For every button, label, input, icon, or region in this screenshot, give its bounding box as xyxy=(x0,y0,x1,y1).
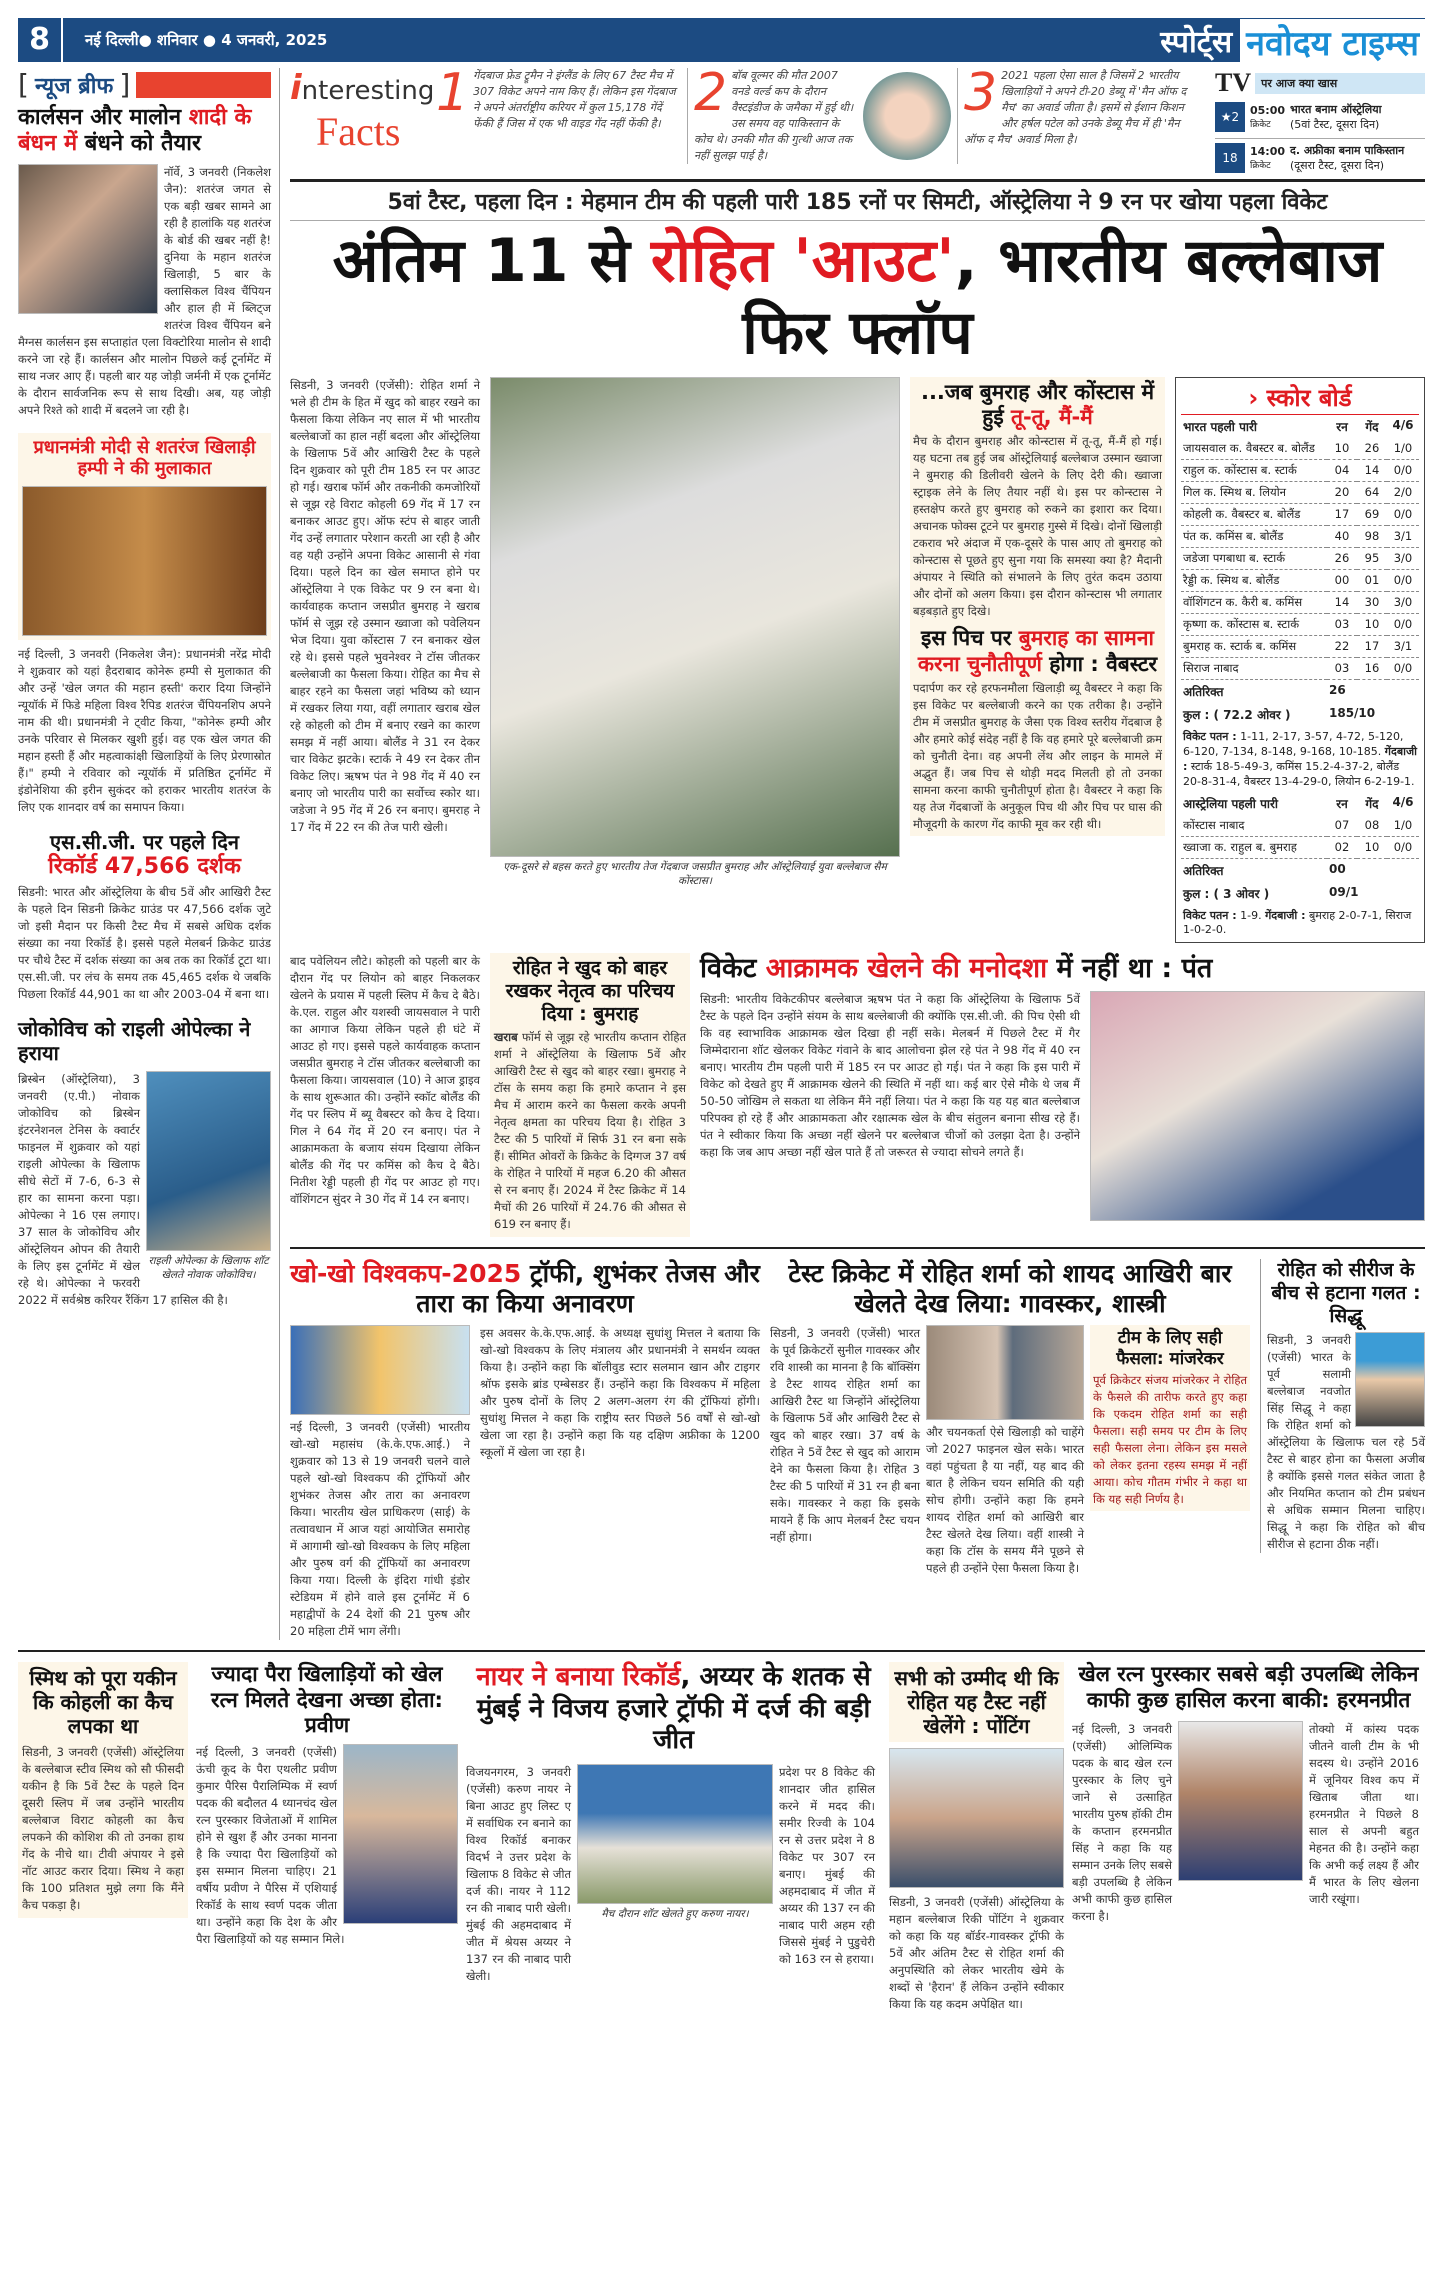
page-number: 8 xyxy=(18,18,63,62)
bumrah-konstas-article xyxy=(910,377,1165,836)
ponting-article xyxy=(889,1662,1064,2013)
smith-body: सिडनी, 3 जनवरी (एजेंसी) ऑस्ट्रेलिया के बल्लेबाज स्टीव स्मिथ को सौ फीसदी यकीन है कि 5वें टैस्ट के पहले दिन दूसरी स्लिप में जब उन्होंने भारतीय बल्लेबाज विराट कोहली का कैच लपकने की कोशिश की तो उनका हाथ गेंद के नीचे था। टीवी अंपायर ने इसे नॉट आउट करार दिया। स्मिथ ने कहा कि 100 प्रतिशत मुझे लगा कि मैंने कैच पकड़ा है। xyxy=(22,1745,184,1913)
sports18-logo-icon: 18 xyxy=(1215,143,1245,173)
lead-body: सिडनी, 3 जनवरी (एजेंसी): रोहित शर्मा ने भले ही टीम के हित में खुद को बाहर रखने का फैसला किया लेकिन नए साल में भी भारतीय बल्लेबाजों का हाल नहीं बदला और ऑस्ट्रेलिया के खिलाफ 5वें और आखिरी टैस्ट के पहले दिन शुक्रवार को पूरी टीम 185 रन पर आउट हो गई। खराब फॉर्म और तकनीकी कमजोरियों से जूझ रहे विराट कोहली 69 गेंद में 17 रन बनाकर आउट हुए। ऑफ स्टंप से बाहर जाती गेंद उन्हें लगातार परेशान करती आ रही है और वह यही उन्होंने अपना विकेट आसानी से गंवा दिया। पहले दिन का खेल समाप्त होने पर ऑस्ट्रेलिया ने एक विकेट पर 9 रन बना थे। कार्यवाहक कप्तान जसप्रीत बुमराह ने खराब फॉर्म से जूझ रहे उस्मान ख्वाजा को पवेलियन भेज दिया। युवा कोंस्टास 7 रन बनाकर खेल रहे थे। इससे पहले भुवनेश्वर ने टॉस जीतकर बल्लेबाजी का फैसला किया। रोहित का मैच से बाहर रहने का फैसला जहां भविष्य को ध्यान में रखकर लिया गया, वहीं लगातार खराब खेल रहे कोहली को टीम में बनाए रखने का कारण समझ में नहीं आया। बोलैंड ने 31 रन देकर चार विकेट झटके। स्टार्क ने 49 रन देकर तीन विकेट लिए। ऋषभ पंत ने 98 गेंद में 40 रन बनाए जो भारतीय पारी का सर्वोच्च स्कोर था। जडेजा ने 95 गेंद में 26 रन बनाए। बुमराह ने 17 गेंद में 22 रन की तेज पारी खेली। xyxy=(290,378,480,834)
facts-title: interesting Facts xyxy=(290,68,435,154)
djokovic-photo xyxy=(146,1071,271,1251)
harman-body-continued: तोक्यो में कांस्य पदक जीतने वाली टीम के भी सदस्य थे। उन्होंने 2016 में जूनियर विश्व कप में खिताब जीता था। हरमनप्रीत ने पिछले 8 साल से अपनी बहुत मेहनत की है। उन्होंने कहा कि अभी कई लक्ष्य हैं और मैं भारत के लिए खेलना जारी रखूंगा। xyxy=(1309,1721,1419,1906)
carlsen-photo xyxy=(18,164,158,314)
hampi-article xyxy=(18,433,271,640)
batsman-row: रैड्डी क. स्मिथ ब. बोलैंड 00 01 0/0 xyxy=(1181,570,1419,592)
rohit-body: खराब फॉर्म से जूझ रहे भारतीय कप्तान रोहित शर्मा ने ऑस्ट्रेलिया के खिलाफ 5वें और आखिरी टैस्ट से खुद को बाहर रखा। बुमराह ने टॉस के समय कहा कि हमारे कप्तान ने इस मैच में आराम करने का फैसला करके अपनी नेतृत्व क्षमता का परिचय दिया है। रोहित 3 टैस्ट की 5 पारियों में सिर्फ 31 रन बना सके हैं। सीमित ओवरों के क्रिकेट के दिग्गज 37 वर्ष के रोहित ने पारियों में महज 6.20 की औसत से रन बनाए हैं। 2024 में टैस्ट क्रिकेट में 14 मैचों की 26 पारियों में 24.76 की औसत से 619 रन बनाए हैं। xyxy=(494,1030,686,1232)
gavaskar-body-continued: और चयनकर्ता ऐसे खिलाड़ी को चाहेंगे जो 2027 फाइनल खेल सके। भारत वहां पहुंचता है या नहीं, यह बाद की बात है लेकिन चयन समिति की यही सोच होगी। उन्होंने कहा कि हमने शायद रोहित शर्मा को आखिरी बार टैस्ट खेलते देख लिया। वहीं शास्त्री ने कहा कि टॉस के समय मैंने पूछने से पहले ही उन्होंने ऐसा फैसला किया है। xyxy=(926,1425,1084,1576)
gavaskar-body: सिडनी, 3 जनवरी (एजेंसी) भारत के पूर्व क्रिकेटरों सुनील गावस्कर और रवि शास्त्री का मानना है कि बॉक्सिंग डे टैस्ट शायद रोहित शर्मा का आखिरी टैस्ट था जिन्होंने ऑस्ट्रेलिया के खिलाफ 5वें और आखिरी टैस्ट से खुद को बाहर रखा। 37 वर्ष के रोहित ने 5वें टैस्ट से खुद को आराम देने का फैसला किया है। रोहित 3 टैस्ट की 5 पारियों में 31 रन ही बना सके। गावस्कर ने कहा कि इसके मायने हैं कि आप मेलबर्न टैस्ट चयन नहीं होगा। xyxy=(770,1326,920,1545)
batsman-row: राहुल क. कोंस्टास ब. स्टार्क 04 14 0/0 xyxy=(1181,460,1419,482)
lead-headline: अंतिम 11 से रोहित 'आउट', भारतीय बल्लेबाज फिर फ्लॉप xyxy=(332,226,1383,368)
fall-of-wickets: विकेट पतन : 1-9. गेंदबाजी : बुमराह 2-0-7-1, सिराज 1-0-2-0. xyxy=(1183,909,1412,936)
batsman-row: जायसवाल क. वैबस्टर ब. बोलैंड 10 26 1/0 xyxy=(1181,438,1419,460)
bumrah-konstas-body: मैच के दौरान बुमराह और कोन्स्टास में तू-तू, मैं-मैं हो गई। यह घटना तब हुई जब ऑस्ट्रेलियाई बल्लेबाज उस्मान ख्वाजा ने बुमराह की डिलीवरी खेलने के लिए देरी की। ख्वाजा स्ट्राइक लेने के लिए तैयार नहीं थे। इस पर कोन्स्टास ने हस्तक्षेप करते हुए बुमराह को रुकने का इशारा कर दिया। अचानक फोक्स टूटने पर बुमराह गुस्से में दिखे। दोनों खिलाड़ी टकराव भरे अंदाज में एक-दूसरे के पास आए तो बुमराह को कोन्स्टास से पूछते हुए सुना गया कि समस्या क्या है? मैदानी अंपायर ने स्थिति को संभालने के लिए तुरंत कदम उठाया और दोनों को अलग किया। इस दौरान कोन्स्टास भी लगातार बड़बड़ाते हुए दिखे। xyxy=(913,434,1162,619)
date-line: नई दिल्ली● शनिवार ● 4 जनवरी, 2025 xyxy=(85,31,328,49)
sidhu-article xyxy=(1260,1259,1425,1552)
gavaskar-shastri-photo xyxy=(926,1325,1084,1420)
fact-3: 3 2021 पहला ऐसा साल है जिसमें 2 भारतीय खिलाड़ियों ने अपने टी-20 डेब्यू में 'मैन ऑफ द मैच' का अवार्ड जीता है। इसमें से ईशान किशन और हर्षल पटेल को उनके डेब्यू मैच में ही 'मैन ऑफ द मैच' अवार्ड मिला है। xyxy=(957,68,1193,164)
pant-headline: विकेट आक्रामक खेलने की मनोदशा में नहीं था : पंत xyxy=(700,953,1213,984)
nair-body-continued: प्रदेश पर 8 विकेट की शानदार जीत हासिल करने में मदद की। समीर रिज्वी के 104 रन से उत्तर प्रदेश ने 8 विकेट पर 307 रन बनाए। मुंबई की अहमदाबाद में जीत में अय्यर की 137 रन की नाबाद पारी अहम रही जिससे मुंबई ने पुडुचेरी को 163 रन से हराया। xyxy=(779,1764,875,1966)
smith-headline: स्मिथ को पूरा यकीन कि कोहली का कैच लपका था xyxy=(29,1666,177,1739)
rohit-article xyxy=(490,953,690,1237)
scg-body: सिडनी: भारत और ऑस्ट्रेलिया के बीच 5वें और आखिरी टैस्ट के पहले दिन सिडनी क्रिकेट ग्राउंड पर 47,566 दर्शक जुटे जो इसी मैदान पर किसी टैस्ट मैच में सबसे अधिक दर्शक संख्या का नया रिकॉर्ड है। इससे पहले मेलबर्न क्रिकेट ग्राउंड पर चौथे टैस्ट में दर्शक संख्या का अब तक का रिकॉर्ड टूटा था। एस.सी.जी. पर लंच के समय तक 45,465 दर्शक थे जबकि पिछला रिकॉर्ड 44,901 का था और 2003-04 में बना था। xyxy=(18,885,271,1002)
batsman-row: पंत क. कमिंस ब. बोलैंड 40 98 3/1 xyxy=(1181,526,1419,548)
scoreboard-table xyxy=(1181,415,1419,939)
lead-kicker: 5वां टैस्ट, पहला दिन : मेहमान टीम की पहली पारी 185 रनों पर सिमटी, ऑस्ट्रेलिया ने 9 रन पर खोया पहला विकेट xyxy=(290,182,1425,221)
lead-body-continued: बाद पवेलियन लौटे। कोहली को पहली बार के दौरान गेंद पर लियोन को बाहर निकलकर खेलने के प्रयास में पहली स्लिप में कैच दे बैठे। के.एल. राहुल और यशस्वी जायसवाल ने पारी का आगाज किया लेकिन पहले ही घंटे में आउट हो गए। इससे पहले कार्यवाहक कप्तान जसप्रीत बुमराह ने टॉस जीतकर बल्लेबाजी का फैसला किया। जायसवाल (10) ने आज ड्राइव के साथ शुरूआत की। उन्होंने स्कॉट बोलैंड की गेंद पर स्लिप में ब्यू वैबस्टर को कैच दे दिया। गिल ने 64 गेंद में 20 रन बनाए। पंत ने आक्रामकता के बजाय संयम दिखाया लेकिन बोलैंड की गेंद पर कमिंस को कैच दे बैठे। नितीश रेड्डी पहली ही गेंद पर आउट हो गए। वॉशिंगटन सुंदर ने 30 गेंद में 14 रन बनाए। xyxy=(290,954,480,1206)
hampi-headline: प्रधानमंत्री मोदी से शतरंज खिलाड़ी हम्पी ने की मुलाकात xyxy=(33,436,256,480)
batsman-row: कोंस्टास नाबाद 07 08 1/0 xyxy=(1181,815,1419,837)
gavaskar-headline: टेस्ट क्रिकेट में रोहित शर्मा को शायद आखिरी बार खेलते देख लिया: गावस्कर, शास्त्री xyxy=(788,1259,1232,1319)
pant-photo xyxy=(1090,991,1425,1221)
khokho-article xyxy=(290,1259,760,1640)
harman-body: नई दिल्ली, 3 जनवरी (एजेंसी) ओलिम्पिक पदक के बाद खेल रत्न पुरस्कार के लिए चुने जाने से उत्साहित भारतीय पुरुष हॉकी टीम के कप्तान हरमनप्रीत सिंह ने कहा कि यह सम्मान उनके लिए सबसे बड़ी उपलब्धि है लेकिन अभी काफी कुछ हासिल करना है। xyxy=(1072,1721,1172,1923)
sidhu-photo xyxy=(1355,1332,1425,1427)
ponting-headline: सभी को उम्मीद थी कि रोहित यह टैस्ट नहीं खेलेंगे : पोंटिंग xyxy=(894,1666,1059,1739)
woolmer-photo xyxy=(863,72,951,160)
total-row: कुल : ( 3 ओवर ) 09/1 xyxy=(1183,885,1359,901)
batsman-row: ख्वाजा क. राहुल ब. बुमराह 02 10 0/0 xyxy=(1181,837,1419,859)
khokho-body: नई दिल्ली, 3 जनवरी (एजेंसी) भारतीय खो-खो महासंघ (के.के.एफ.आई.) ने शुक्रवार को 13 से 19 जनवरी चलने वाले पहले खो-खो विश्वकप की ट्रॉफियों और शुभंकर तेजस और तारा का अनावरण किया। भारतीय खेल प्राधिकरण (साई) के तत्वावधान में आज यहां आयोजित समारोह में आगामी खो-खो विश्वकप के लिए महिला और पुरुष वर्ग की ट्रॉफियों का अनावरण किया गया। दिल्ली के इंदिरा गांधी इंडोर स्टेडियम में होने वाले इस टूर्नामेंट में 6 महाद्वीपों के 24 देशों की 21 पुरुष और 20 महिला टीमें भाग लेंगी। xyxy=(290,1420,470,1639)
batsman-row: कोहली क. वैबस्टर ब. बोलैंड 17 69 0/0 xyxy=(1181,504,1419,526)
harman-headline: खेल रत्न पुरस्कार सबसे बड़ी उपलब्धि लेकिन काफी कुछ हासिल करना बाकी: हरमनप्रीत xyxy=(1078,1662,1419,1712)
tv-schedule xyxy=(1215,68,1425,173)
praveen-body: नई दिल्ली, 3 जनवरी (एजेंसी) ऊंची कूद के पैरा एथलीट प्रवीण कुमार पैरिस पैरालिम्पिक में स्वर्ण पदक की बदौलत 4 ध्यानचंद खेल रत्न पुरस्कार विजेताओं में शामिल होने से खुश हैं और उनका मानना है कि ज्यादा पैरा खिलाड़ियों को इस सम्मान मिलना चाहिए। 21 वर्षीय प्रवीण ने पैरिस में एशियाई रिकॉर्ड के साथ स्वर्ण पदक जीता था। उन्होंने कहा कि देश के और पैरा खिलाड़ियों को यह सम्मान मिले। xyxy=(196,1744,345,1946)
fact-2: 2 बॉब वूल्मर की मौत 2007 वनडे वर्ल्ड कप के दौरान वैस्टइंडीज के जमैका में हुई थी। उस समय वह पाकिस्तान के कोच थे। उनकी मौत की गुत्थी आज तक नहीं सुलझ पाई है। xyxy=(687,68,857,164)
harman-article xyxy=(1072,1662,1425,1924)
manjrekar-box xyxy=(1090,1325,1250,1511)
nair-caption: मैच दौरान शॉट खेलते हुए करुण नायर। xyxy=(601,1907,749,1920)
khokho-headline: खो-खो विश्वकप-2025 ट्रॉफी, शुभंकर तेजस और तारा का किया अनावरण xyxy=(290,1259,760,1319)
scg-headline-red: रिकॉर्ड 47,566 दर्शक xyxy=(48,853,241,879)
extras-row: अतिरिक्त 26 xyxy=(1183,683,1346,699)
hampi-body: नई दिल्ली, 3 जनवरी (निकलेश जैन): प्रधानमंत्री नरेंद्र मोदी ने शुक्रवार को यहां हैदराबाद कोनेरू हम्पी से मुलाकात की और उन्हें 'खेल जगत की महान हस्ती' करार दिया जिन्होंने न्यूयॉर्क में फिडे महिला विश्व रैपिड शतरंज चैंपियनशिप अपने नाम की थी। प्रधानमंत्री ने ट्वीट किया, "कोनेरू हम्पी और उनके परिवार से मिलकर खुशी हुई। वह एक खेल जगत की महान हस्ती हैं और महत्वाकांक्षी खिलाड़ियों के लिए प्रेरणास्रोत हैं।" हम्पी ने रविवार को न्यूयॉर्क में प्रतिष्ठित टूर्नामेंट में इंडोनेशिया की इरीन सुकंदर को हराकर भारतीय शतरंज के लिए एक शानदार वर्ष का समापन किया। xyxy=(18,646,271,814)
fact-1: 1 गेंदबाज फ्रेड ट्रूमैन ने इंग्लैंड के लिए 67 टैस्ट मैच में 307 विकेट अपने नाम किए हैं। लेकिन इस गेंदबाज ने अपने अंतर्राष्ट्रीय करियर में कुल 15,178 गेंदें फेंकी हैं जिस में एक भी वाइड गेंद नहीं फेंकी है। xyxy=(436,63,676,130)
innings-header: आस्ट्रेलिया पहली पारी रन गेंद 4/6 xyxy=(1183,795,1414,811)
batsman-row: वॉशिंगटन क. कैरी ब. कमिंस 14 30 3/0 xyxy=(1181,592,1419,614)
praveen-article xyxy=(196,1662,458,1948)
bumrah-konstas-photo xyxy=(490,377,900,857)
batsman-row: गिल क. स्मिथ ब. लियोन 20 64 2/0 xyxy=(1181,482,1419,504)
manjrekar-body: पूर्व क्रिकेटर संजय मांजरेकर ने रोहित के फैसले की तारीफ करते हुए कहा कि एकदम रोहित शर्मा का सही फैसला। सही समय पर टीम के लिए सही फैसला लेना। लेकिन इस मसले को लेकर इतना रहस्य समझ में नहीं आया। कोच गौतम गंभीर ने कहा था कि यह सही निर्णय है। xyxy=(1093,1373,1247,1507)
khokho-body-continued: इस अवसर के.के.एफ.आई. के अध्यक्ष सुधांशु मित्तल ने बताया कि खो-खो विश्वकप के लिए मंत्रालय और प्रधानमंत्री ने समर्थन व्यक्त किया है। उन्होंने कहा कि बॉलीवुड स्टार सलमान खान और टाइगर श्रॉफ इसके ब्रांड एम्बेसडर हैं। उन्होंने कहा कि विश्वकप में महिला और पुरुष दोनों के लिए 2 अलग-अलग रंग की ट्रॉफियां होंगी। सुधांशु मित्तल ने कहा कि राष्ट्रीय स्तर पिछले 56 वर्षों से खो-खो खेला जा रहा है। उन्होंने कहा कि यह दक्षिण अफ्रीका के 1200 स्कूलों में खेला जा रहा है। xyxy=(480,1326,760,1460)
praveen-headline: ज्यादा पैरा खिलाड़ियों को खेल रत्न मिलते देखना अच्छा होता: प्रवीण xyxy=(211,1662,443,1737)
nair-body: विजयनगरम, 3 जनवरी (एजेंसी) करुण नायर ने बिना आउट हुए लिस्ट ए में सर्वाधिक रन बनाने का विश्व रिकॉर्ड बनाकर विदर्भ ने उत्तर प्रदेश के खिलाफ 8 विकेट से जीत दर्ज की। नायर ने 112 रन की नाबाद पारी खेली। मुंबई की अहमदाबाद में जीत में श्रेयस अय्यर ने 137 रन की नाबाद पारी खेली। xyxy=(466,1764,571,1983)
praveen-photo xyxy=(343,1744,458,1924)
tv-item: ★2 05:00 क्रिकेट भारत बनाम ऑस्ट्रेलिया (5वां टैस्ट, दूसरा दिन) xyxy=(1215,102,1425,132)
pant-article xyxy=(700,953,1425,1221)
khokho-mascot-photo xyxy=(290,1325,470,1415)
harmanpreet-photo xyxy=(1178,1721,1303,1881)
ponting-photo xyxy=(889,1748,1064,1888)
lead-caption: एक-दूसरे से बहस करते हुए भारतीय तेज गेंदबाज जसप्रीत बुमराह और ऑस्ट्रेलियाई युवा बल्लेबाज सैम कोंस्टास। xyxy=(503,861,887,887)
extras-row: अतिरिक्त 00 xyxy=(1183,862,1346,878)
djokovic-headline: जोकोविच को राइली ओपेल्का ने हराया xyxy=(18,1017,251,1066)
djokovic-article xyxy=(18,1017,271,1309)
djokovic-caption: राइली ओपेल्का के खिलाफ शॉट खेलते नोवाक जोकोविच। xyxy=(148,1255,269,1282)
innings-header: भारत पहली पारी रन गेंद 4/6 xyxy=(1183,418,1414,434)
carlsen-headline: कार्लसन और मालोन शादी के बंधन में बंधने को तैयार xyxy=(18,105,252,157)
ponting-body: सिडनी, 3 जनवरी (एजेंसी) ऑस्ट्रेलिया के महान बल्लेबाज रिकी पोंटिंग ने शुक्रवार को कहा कि यह बॉर्डर-गावस्कर ट्रॉफी के 5वें और अंतिम टैस्ट से रोहित शर्मा की अनुपस्थिति को लेकर भारतीय खेमे के शब्दों से 'हैरान' हैं लेकिन उन्होंने स्वीकार किया कि यह कदम अपेक्षित था। xyxy=(889,1895,1064,2012)
webster-headline: इस पिच पर बुमराह का सामना करना चुनौतीपूर्ण होगा : वैबस्टर xyxy=(917,626,1158,676)
pant-body: सिडनी: भारतीय विकेटकीपर बल्लेबाज ऋषभ पंत ने कहा कि ऑस्ट्रेलिया के खिलाफ 5वें टैस्ट के पहले दिन उन्होंने संयम के साथ बल्लेबाजी की क्योंकि एस.सी.जी. की पिच ऐसी थी कि वह स्वाभाविक आक्रामक खेल दिखा ही नहीं सके। मेलबर्न में पिछले टैस्ट में गैर जिम्मेदाराना शॉट खेलकर विकेट गंवाने के बाद आलोचना झेल रहे पंत ने 98 गेंद में 40 रन बनाए। भारतीय टीम पहली पारी में 185 रन पर आउट हो गई। पंत ने कहा कि इस पारी में विकेट को देखते हुए मैं आक्रामक खेलने की स्थिति में नहीं था। कई बार ऐसे मौके थे जब मैं 50-50 जोखिम ले सकता था लेकिन मैंने नहीं लिया। पंत ने कहा कि यह यह बात बल्लेबाज परिपक्व हो रहे हैं और आक्रामकता और रक्षात्मक खेल के बीच संतुलन बनाना सीख रहे हैं। पंत ने स्वीकार किया कि अच्छा नहीं खेलने पर बल्लेबाज चीजों को उलझा देता है। उन्होंने कहा कि जब आप अच्छा नहीं खेल पाते हैं तो जरूरत से ज्यादा सोचने लगते हैं। xyxy=(700,992,1080,1160)
batsman-row: सिराज नाबाद 03 16 0/0 xyxy=(1181,658,1419,680)
tv-item: 18 14:00 क्रिकेट द. अफ्रीका बनाम पाकिस्तान (दूसरा टैस्ट, दूसरा दिन) xyxy=(1215,138,1425,173)
webster-body: पदार्पण कर रहे हरफनमौला खिलाड़ी ब्यू वैबस्टर ने कहा कि इस विकेट पर बल्लेबाजी करने का एक तरीका है। उन्होंने टीम में जसप्रीत बुमराह के जैसा एक विश्व स्तरीय गेंदबाज है और हमारे कोई संदेह नहीं है कि वह हमारे पूरे बल्लेबाजी क्रम को चुनौती देना। वह अपनी लेंथ और लाइन के मामले में अद्भुत हैं। जब पिच से थोड़ी मदद मिलती हो तो उनका सामना करना काफी चुनौतीपूर्ण होता है। वैबस्टर ने कहा कि यह तेज गेंदबाजों के अनुकूल पिच थी और पिच पर घास की मौजूदगी के कारण गेंद काफी मूव कर रही थी। xyxy=(913,680,1162,831)
batsman-row: कृष्णा क. कोंस्टास ब. स्टार्क 03 10 0/0 xyxy=(1181,614,1419,636)
nair-photo xyxy=(577,1764,773,1904)
sidhu-body: सिडनी, 3 जनवरी (एजेंसी) भारत के पूर्व सलामी बल्लेबाज नवजोत सिंह सिद्धू ने कहा कि रोहित शर्मा को ऑस्ट्रेलिया के खिलाफ चल रहे 5वें टैस्ट से बाहर होना का फैसला अजीब है क्योंकि इससे गलत संकेत जाता है और नियमित कप्तान को टीम प्रबंधन से अधिक सम्मान मिलना चाहिए। सिद्धू ने कहा कि रोहित को बीच सीरीज से हटाना ठीक नहीं। xyxy=(1267,1332,1425,1551)
news-brief-column xyxy=(18,68,280,1640)
nair-article xyxy=(466,1662,881,1985)
bumrah-konstas-headline: ...जब बुमराह और कोंस्टास में हुई तू-तू, मैं-मैं xyxy=(920,380,1155,430)
scg-headline: एस.सी.जी. पर पहले दिन xyxy=(50,829,239,854)
tv-label: TV xyxy=(1215,68,1252,97)
section-name: स्पोर्ट्स xyxy=(1160,24,1233,60)
batsman-row: जडेजा पगबाधा ब. स्टार्क 26 95 3/0 xyxy=(1181,548,1419,570)
batsman-row: बुमराह क. स्टार्क ब. कमिंस 22 17 3/1 xyxy=(1181,636,1419,658)
news-brief-label: [ न्यूज ब्रीफ ] xyxy=(18,68,271,101)
total-row: कुल : ( 72.2 ओवर ) 185/10 xyxy=(1183,706,1376,722)
rohit-headline: रोहित ने खुद को बाहर रखकर नेतृत्व का परिचय दिया : बुमराह xyxy=(505,957,675,1025)
tv-subtitle: पर आज क्या खास xyxy=(1255,73,1425,94)
ponting-headline-box xyxy=(889,1662,1064,1742)
scg-article xyxy=(18,830,271,1003)
scoreboard-title: › स्कोर बोर्ड xyxy=(1181,381,1419,415)
gavaskar-article xyxy=(770,1259,1250,1577)
djokovic-body: ब्रिस्बेन (ऑस्ट्रेलिया), 3 जनवरी (ए.पी.) नोवाक जोकोविच को ब्रिस्बेन इंटरनेशनल टेनिस के क्वार्टर फाइनल में शुक्रवार को यहां राइली ओपेल्का के खिलाफ सीधे सेटों में 7-6, 6-3 से हार का सामना करना पड़ा। ओपेल्का ने 16 एस लगाए। 37 साल के जोकोविच और ऑस्ट्रेलियन ओपन की तैयारी के लिए इस टूर्नामेंट में खेल रहे थे। ओपेल्का ने फरवरी 2022 में सर्वश्रेष्ठ करियर रैंकिंग 17 हासिल की है। xyxy=(18,1072,228,1308)
fall-of-wickets: विकेट पतन : 1-11, 2-17, 3-57, 4-72, 5-120, 6-120, 7-134, 8-148, 9-168, 10-185. गेंदबाजी : स्टार्क 18-5-49-3, कमिंस 15.2-4-37-2, बोलैंड 20-8-31-4, वैबस्टर 13-4-29-0, लियोन 6-2-19-1. xyxy=(1183,730,1417,788)
smith-article xyxy=(18,1662,188,1918)
scoreboard xyxy=(1175,377,1425,943)
brand-logo: नवोदय टाइम्स xyxy=(1240,19,1425,73)
hampi-photo xyxy=(22,486,267,636)
carlsen-body: नॉर्वे, 3 जनवरी (निकलेश जैन): शतरंज जगत से एक बड़ी खबर सामने आ रही है हालांकि यह शतरंज के बोर्ड की खबर नहीं है! दुनिया के महान शतरंज खिलाड़ी, 5 बार के क्लासिकल विश्व चैंपियन और हाल ही में ब्लिट्ज शतरंज विश्व चैंपियन बने मैग्नस कार्लसन इस सप्ताहांत एला विक्टोरिया मालोन से शादी करने जा रहे हैं। कार्लसन और मालोन पिछले कई टूर्नामेंट में साथ नजर आए हैं। पहली बार यह जोड़ी जर्मनी में एक टूर्नामेंट के दौरान सार्वजनिक रूप से साथ दिखी। अब, यह जोड़ी अपने रिश्ते को शादी में बदलने जा रही है। xyxy=(18,164,271,417)
manjrekar-headline: टीम के लिए सही फैसला: मांजरेकर xyxy=(1116,1328,1224,1369)
star-sports-logo-icon: ★2 xyxy=(1215,102,1245,132)
nair-headline: नायर ने बनाया रिकॉर्ड, अय्यर के शतक से मुंबई ने विजय हजारे ट्रॉफी में दर्ज की बड़ी जीत xyxy=(476,1662,871,1755)
sidhu-headline: रोहित को सीरीज के बीच से हटाना गलत : सिद्धू xyxy=(1271,1259,1421,1327)
interesting-facts xyxy=(290,63,1205,164)
masthead-bar xyxy=(18,18,1425,62)
